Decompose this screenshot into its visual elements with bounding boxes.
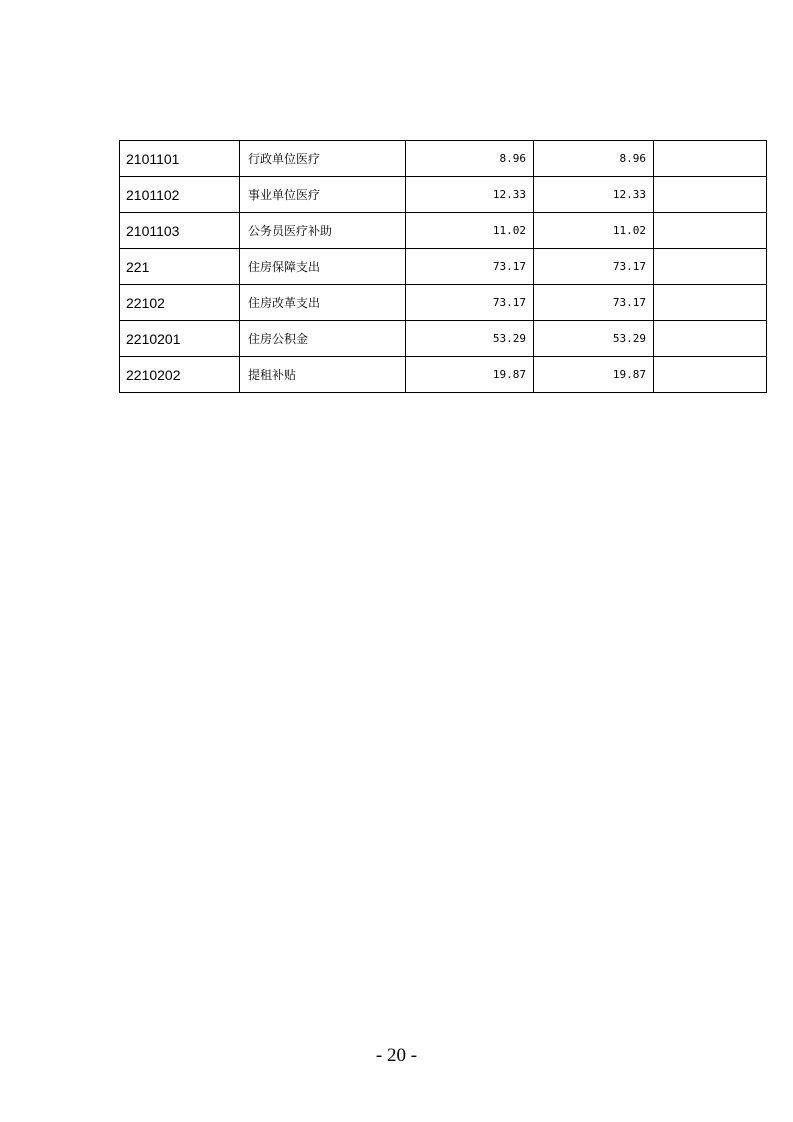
amount-cell: 11.02 xyxy=(406,213,534,249)
amount-cell: 73.17 xyxy=(406,249,534,285)
subject-name-cell: 事业单位医疗 xyxy=(240,177,406,213)
empty-cell xyxy=(654,249,767,285)
subject-code-cell: 221 xyxy=(120,249,240,285)
amount-cell: 53.29 xyxy=(406,321,534,357)
table-row xyxy=(120,141,767,177)
table-row xyxy=(120,177,767,213)
amount-cell: 11.02 xyxy=(534,213,654,249)
empty-cell xyxy=(654,177,767,213)
table-row xyxy=(120,213,767,249)
table-row xyxy=(120,357,767,393)
table-row xyxy=(120,321,767,357)
amount-cell: 19.87 xyxy=(406,357,534,393)
table-row xyxy=(120,285,767,321)
subject-name-cell: 住房公积金 xyxy=(240,321,406,357)
subject-code-cell: 2101101 xyxy=(120,141,240,177)
amount-cell: 8.96 xyxy=(534,141,654,177)
amount-cell: 12.33 xyxy=(534,177,654,213)
empty-cell xyxy=(654,285,767,321)
subject-name-cell: 住房改革支出 xyxy=(240,285,406,321)
amount-cell: 19.87 xyxy=(534,357,654,393)
amount-cell: 73.17 xyxy=(534,285,654,321)
subject-name-cell: 公务员医疗补助 xyxy=(240,213,406,249)
subject-name-cell: 行政单位医疗 xyxy=(240,141,406,177)
empty-cell xyxy=(654,321,767,357)
subject-code-cell: 2210201 xyxy=(120,321,240,357)
subject-name-cell: 提租补贴 xyxy=(240,357,406,393)
subject-code-cell: 2101103 xyxy=(120,213,240,249)
page-number: - 20 - xyxy=(375,1045,418,1066)
empty-cell xyxy=(654,141,767,177)
subject-name-cell: 住房保障支出 xyxy=(240,249,406,285)
budget-table xyxy=(119,140,767,393)
subject-code-cell: 2101102 xyxy=(120,177,240,213)
table-row xyxy=(120,249,767,285)
amount-cell: 53.29 xyxy=(534,321,654,357)
empty-cell xyxy=(654,357,767,393)
amount-cell: 73.17 xyxy=(534,249,654,285)
empty-cell xyxy=(654,213,767,249)
subject-code-cell: 2210202 xyxy=(120,357,240,393)
amount-cell: 12.33 xyxy=(406,177,534,213)
amount-cell: 73.17 xyxy=(406,285,534,321)
amount-cell: 8.96 xyxy=(406,141,534,177)
subject-code-cell: 22102 xyxy=(120,285,240,321)
